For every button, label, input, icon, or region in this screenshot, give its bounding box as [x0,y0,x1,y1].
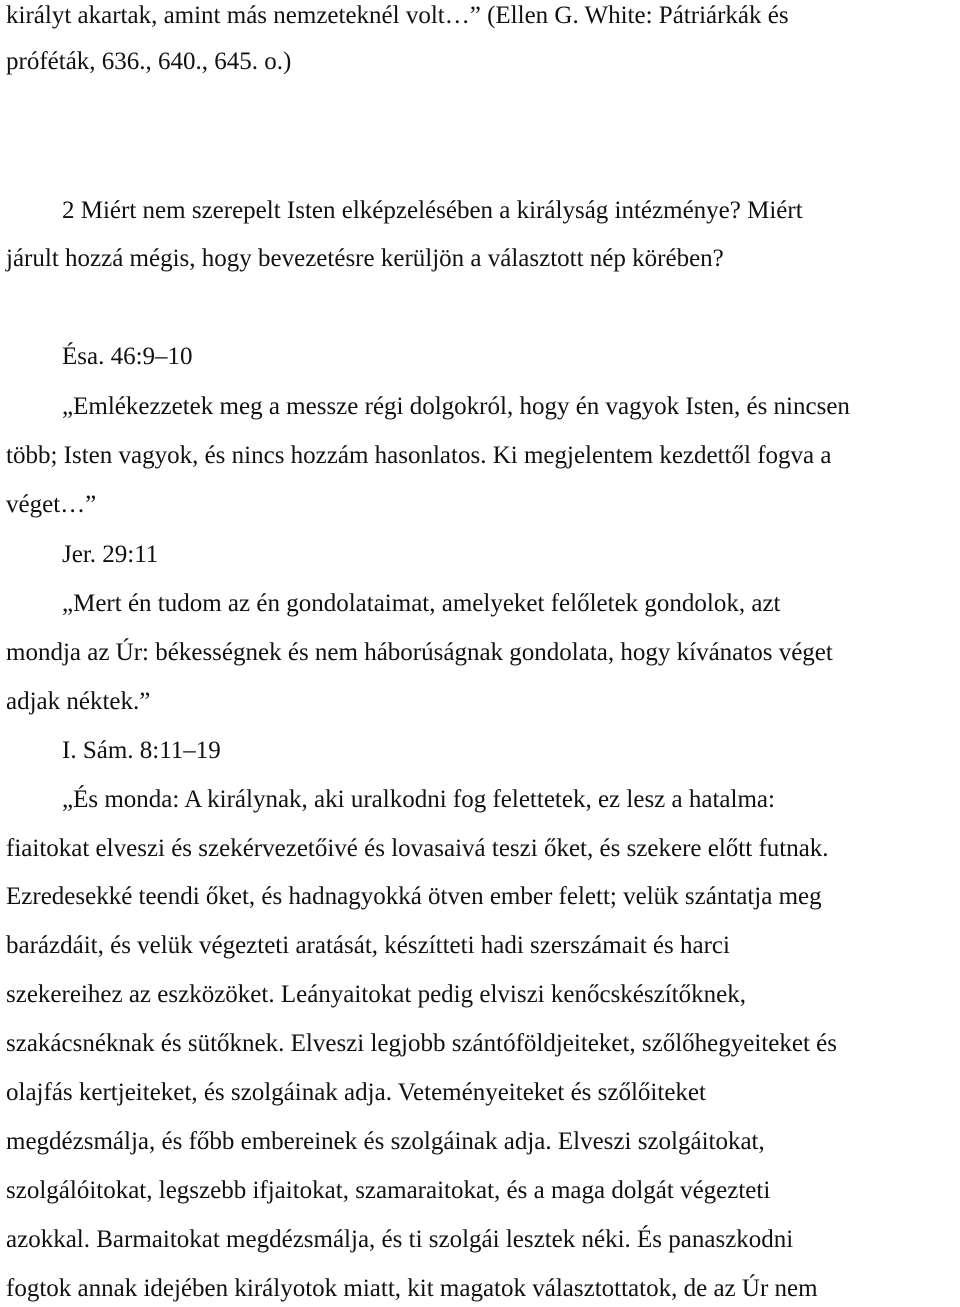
quote-isaiah-line-1: „Emlékezzetek meg a messze régi dolgokról, hogy én vagyok Isten, és nincsen [62,393,850,420]
scripture-ref-jeremiah: Jer. 29:11 [62,541,159,568]
quote-isaiah-line-2: több; Isten vagyok, és nincs hozzám hasonlatos. Ki megjelentem kezdettől fogva a [6,442,832,469]
quote-isaiah-line-3: véget…” [6,491,97,518]
quote-samuel-line-8: megdézsmálja, és főbb embereinek és szolgáinak adja. Elveszi szolgáitokat, [6,1128,765,1155]
scripture-ref-samuel: I. Sám. 8:11–19 [62,737,221,764]
quote-samuel-line-5: szekereihez az eszközöket. Leányaitokat pedig elviszi kenőcskészítőknek, [6,981,746,1008]
question-line-1: 2 Miért nem szerepelt Isten elképzelésében a királyság intézménye? Miért [62,197,803,224]
quote-samuel-line-4: barázdáit, és velük végezteti aratását, készítteti hadi szerszámait és harci [6,932,730,959]
quote-samuel-line-9: szolgálóitokat, legszebb ifjaitokat, szamaraitokat, és a maga dolgát végezteti [6,1177,771,1204]
quote-samuel-line-2: fiaitokat elveszi és szekérvezetőivé és lovasaivá teszi őket, és szekere előtt futnak. [6,835,829,862]
question-line-2: járult hozzá mégis, hogy bevezetésre kerüljön a választott nép körében? [6,245,724,272]
quote-jeremiah-line-3: adjak néktek.” [6,688,151,715]
quote-samuel-line-6: szakácsnéknak és sütőknek. Elveszi legjobb szántóföldjeiteket, szőlőhegyeiteket és [6,1030,837,1057]
quote-samuel-line-1: „És monda: A királynak, aki uralkodni fog felettetek, ez lesz a hatalma: [62,786,775,813]
quote-samuel-line-11: fogtok annak idejében királyotok miatt, kit magatok választottatok, de az Úr nem [6,1275,818,1302]
quote-jeremiah-line-1: „Mert én tudom az én gondolataimat, amelyeket felőletek gondolok, azt [62,590,781,617]
quote-jeremiah-line-2: mondja az Úr: békességnek és nem háborúságnak gondolata, hogy kívánatos véget [6,639,833,666]
intro-line-2: próféták, 636., 640., 645. o.) [6,48,292,75]
quote-samuel-line-3: Ezredesekké teendi őket, és hadnagyokká ötven ember felett; velük szántatja meg [6,883,822,910]
quote-samuel-line-7: olajfás kertjeiteket, és szolgáinak adja. Veteményeiteket és szőlőiteket [6,1079,706,1106]
scripture-ref-isaiah: Ésa. 46:9–10 [62,343,193,370]
intro-line-1: királyt akartak, amint más nemzeteknél volt…” (Ellen G. White: Pátriárkák és [6,2,789,29]
quote-samuel-line-10: azokkal. Barmaitokat megdézsmálja, és ti szolgái lesztek néki. És panaszkodni [6,1226,794,1253]
